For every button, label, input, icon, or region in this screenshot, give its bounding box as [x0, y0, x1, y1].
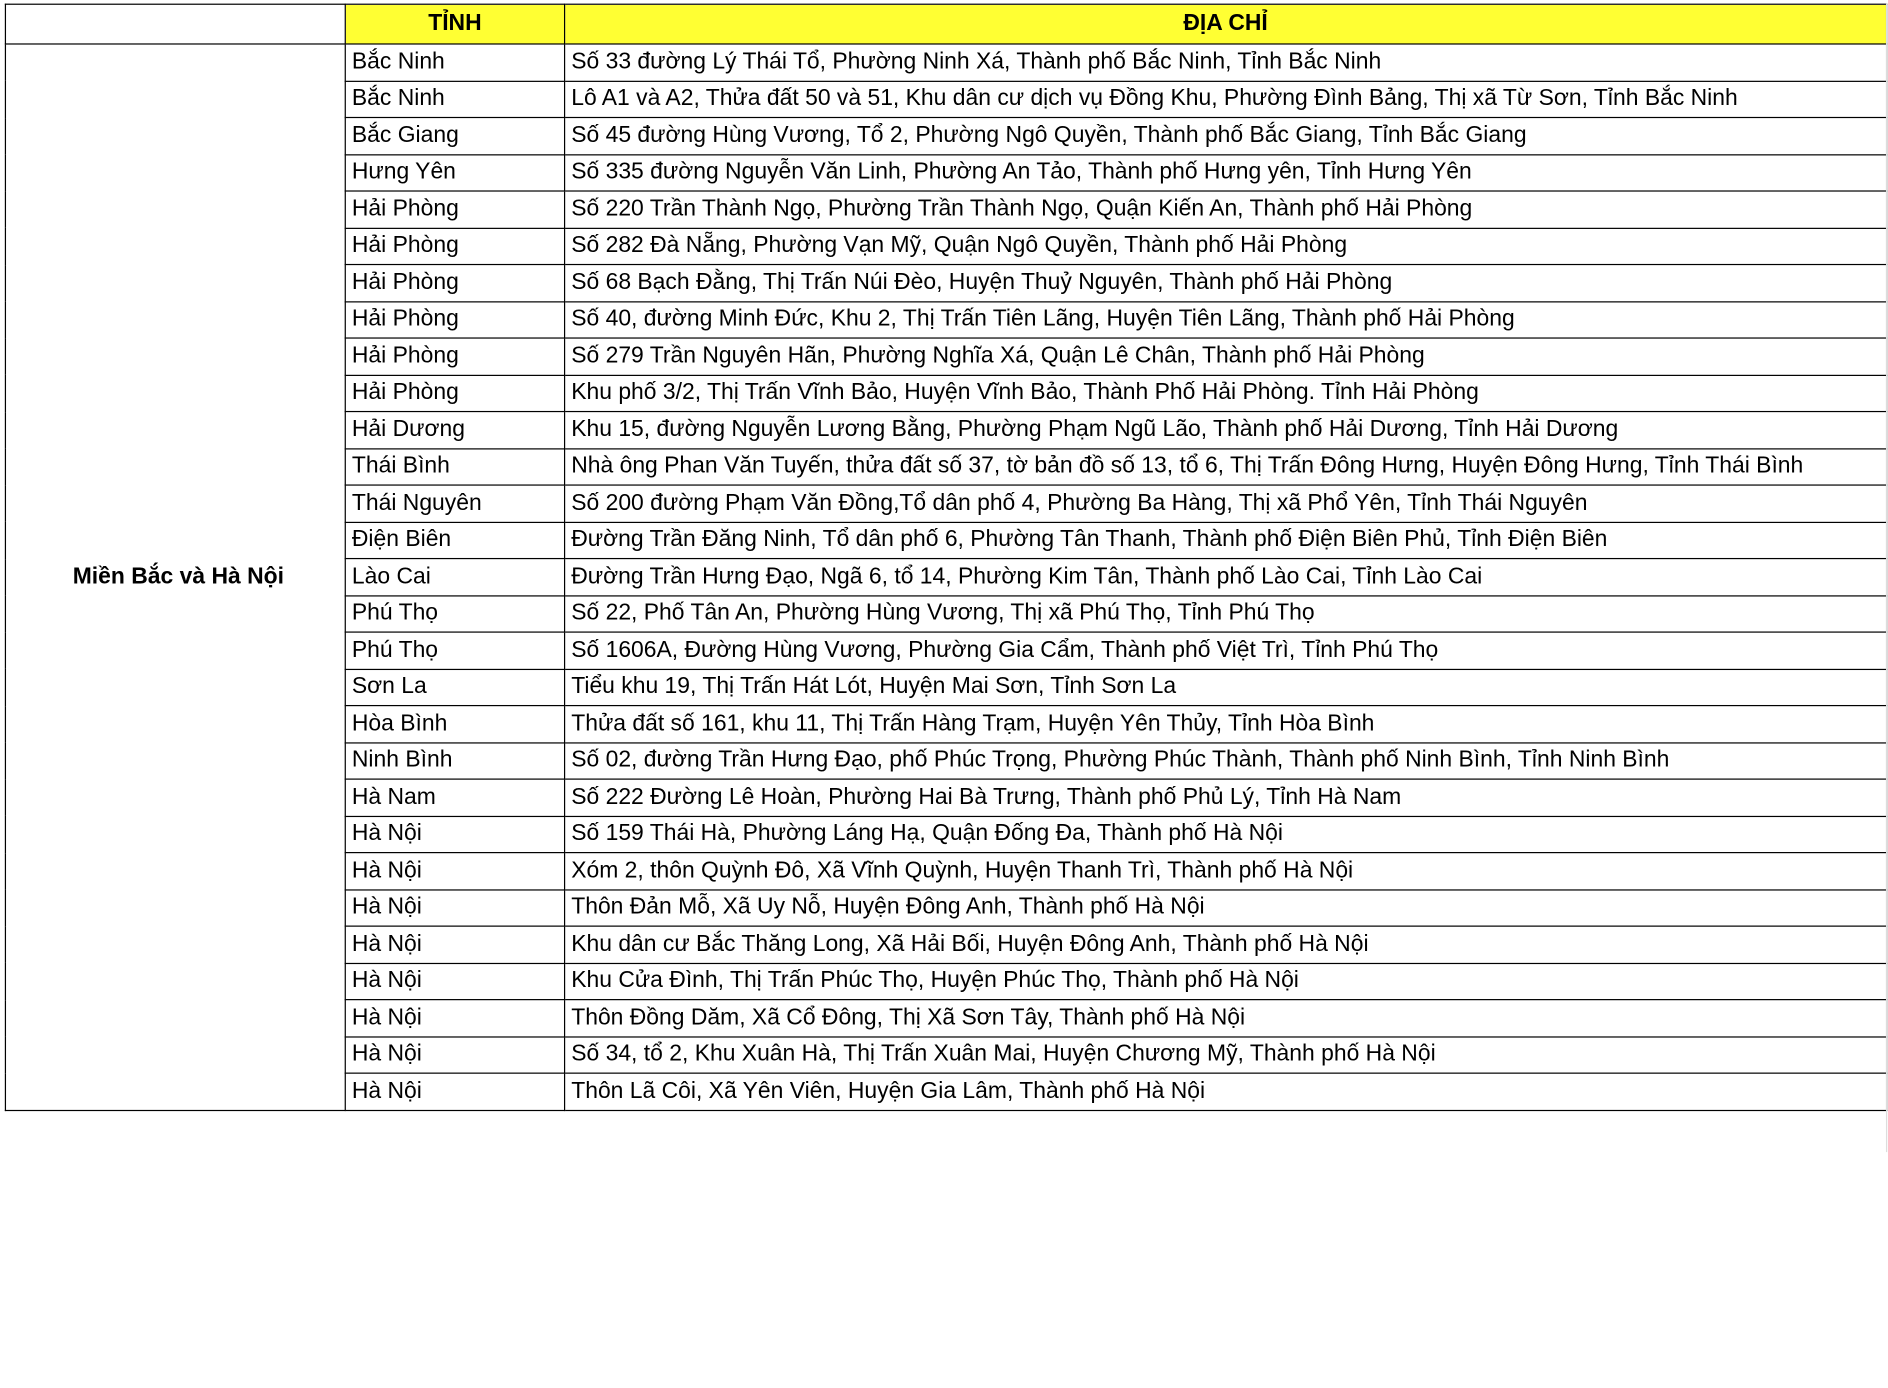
region-cell[interactable]: Miền Bắc và Hà Nội	[5, 44, 345, 1110]
address-cell[interactable]: Thửa đất số 161, khu 11, Thị Trấn Hàng Trạm, Huyện Yên Thủy, Tỉnh Hòa Bình	[565, 706, 1887, 743]
province-cell[interactable]: Bắc Ninh	[345, 44, 564, 81]
header-province-cell[interactable]: TỈNH	[345, 4, 564, 44]
address-cell[interactable]: Số 40, đường Minh Đức, Khu 2, Thị Trấn Tiên Lãng, Huyện Tiên Lãng, Thành phố Hải Phòng	[565, 301, 1887, 338]
province-cell[interactable]: Hòa Bình	[345, 706, 564, 743]
province-cell[interactable]: Hải Phòng	[345, 228, 564, 265]
province-cell[interactable]: Hà Nội	[345, 963, 564, 1000]
address-cell[interactable]: Khu 15, đường Nguyễn Lương Bằng, Phường Phạm Ngũ Lão, Thành phố Hải Dương, Tỉnh Hải Dương	[565, 412, 1887, 449]
address-cell[interactable]: Số 159 Thái Hà, Phường Láng Hạ, Quận Đống Đa, Thành phố Hà Nội	[565, 816, 1887, 853]
address-cell[interactable]: Số 45 đường Hùng Vương, Tổ 2, Phường Ngô Quyền, Thành phố Bắc Giang, Tỉnh Bắc Giang	[565, 117, 1887, 154]
province-cell[interactable]: Hải Phòng	[345, 301, 564, 338]
address-cell[interactable]: Tiểu khu 19, Thị Trấn Hát Lót, Huyện Mai Sơn, Tỉnh Sơn La	[565, 669, 1887, 706]
province-cell[interactable]: Hà Nội	[345, 889, 564, 926]
address-cell[interactable]: Số 68 Bạch Đằng, Thị Trấn Núi Đèo, Huyện Thuỷ Nguyên, Thành phố Hải Phòng	[565, 265, 1887, 302]
province-cell[interactable]: Hà Nam	[345, 779, 564, 816]
address-cell[interactable]: Số 33 đường Lý Thái Tổ, Phường Ninh Xá, Thành phố Bắc Ninh, Tỉnh Bắc Ninh	[565, 44, 1887, 81]
address-cell[interactable]: Thôn Đồng Dăm, Xã Cổ Đông, Thị Xã Sơn Tây, Thành phố Hà Nội	[565, 1000, 1887, 1037]
address-cell[interactable]: Số 220 Trần Thành Ngọ, Phường Trần Thành Ngọ, Quận Kiến An, Thành phố Hải Phòng	[565, 191, 1887, 228]
address-cell[interactable]: Số 282 Đà Nẵng, Phường Vạn Mỹ, Quận Ngô Quyền, Thành phố Hải Phòng	[565, 228, 1887, 265]
address-cell[interactable]: Thôn Đản Mỗ, Xã Uy Nỗ, Huyện Đông Anh, Thành phố Hà Nội	[565, 889, 1887, 926]
table-row	[5, 44, 1886, 81]
address-cell[interactable]: Số 02, đường Trần Hưng Đạo, phố Phúc Trọng, Phường Phúc Thành, Thành phố Ninh Bình, Tỉnh Ninh Bình	[565, 742, 1887, 779]
address-cell[interactable]: Nhà ông Phan Văn Tuyến, thửa đất số 37, tờ bản đồ số 13, tổ 6, Thị Trấn Đông Hưng, Huyện Đông Hưng, Tỉnh Thái Bình	[565, 448, 1887, 485]
header-region-cell[interactable]	[5, 4, 345, 44]
province-cell[interactable]: Điện Biên	[345, 522, 564, 559]
address-cell[interactable]: Số 279 Trần Nguyên Hãn, Phường Nghĩa Xá, Quận Lê Chân, Thành phố Hải Phòng	[565, 338, 1887, 375]
address-cell[interactable]: Số 22, Phố Tân An, Phường Hùng Vương, Thị xã Phú Thọ, Tỉnh Phú Thọ	[565, 595, 1887, 632]
address-cell[interactable]: Khu phố 3/2, Thị Trấn Vĩnh Bảo, Huyện Vĩnh Bảo, Thành Phố Hải Phòng. Tỉnh Hải Phòng	[565, 375, 1887, 412]
province-cell[interactable]: Phú Thọ	[345, 595, 564, 632]
address-cell[interactable]: Số 1606A, Đường Hùng Vương, Phường Gia Cẩm, Thành phố Việt Trì, Tỉnh Phú Thọ	[565, 632, 1887, 669]
address-cell[interactable]: Số 335 đường Nguyễn Văn Linh, Phường An Tảo, Thành phố Hưng yên, Tỉnh Hưng Yên	[565, 154, 1887, 191]
address-cell[interactable]: Số 222 Đường Lê Hoàn, Phường Hai Bà Trưng, Thành phố Phủ Lý, Tỉnh Hà Nam	[565, 779, 1887, 816]
province-cell[interactable]: Hà Nội	[345, 1073, 564, 1110]
address-cell[interactable]: Xóm 2, thôn Quỳnh Đô, Xã Vĩnh Quỳnh, Huyện Thanh Trì, Thành phố Hà Nội	[565, 853, 1887, 890]
province-cell[interactable]: Thái Nguyên	[345, 485, 564, 522]
address-table	[5, 4, 1887, 1111]
province-cell[interactable]: Bắc Ninh	[345, 81, 564, 118]
address-cell[interactable]: Số 34, tổ 2, Khu Xuân Hà, Thị Trấn Xuân Mai, Huyện Chương Mỹ, Thành phố Hà Nội	[565, 1036, 1887, 1073]
address-cell[interactable]: Đường Trần Hưng Đạo, Ngã 6, tổ 14, Phường Kim Tân, Thành phố Lào Cai, Tỉnh Lào Cai	[565, 559, 1887, 596]
province-cell[interactable]: Hà Nội	[345, 1036, 564, 1073]
address-cell[interactable]: Đường Trần Đăng Ninh, Tổ dân phố 6, Phường Tân Thanh, Thành phố Điện Biên Phủ, Tỉnh Điện Biên	[565, 522, 1887, 559]
province-cell[interactable]: Hà Nội	[345, 1000, 564, 1037]
province-cell[interactable]: Hà Nội	[345, 816, 564, 853]
province-cell[interactable]: Bắc Giang	[345, 117, 564, 154]
address-cell[interactable]: Số 200 đường Phạm Văn Đồng,Tổ dân phố 4, Phường Ba Hàng, Thị xã Phổ Yên, Tỉnh Thái Nguyên	[565, 485, 1887, 522]
address-cell[interactable]: Khu dân cư Bắc Thăng Long, Xã Hải Bối, Huyện Đông Anh, Thành phố Hà Nội	[565, 926, 1887, 963]
province-cell[interactable]: Hà Nội	[345, 926, 564, 963]
province-cell[interactable]: Hải Dương	[345, 412, 564, 449]
header-row	[5, 4, 1886, 44]
header-address-cell[interactable]: ĐỊA CHỈ	[565, 4, 1887, 44]
province-cell[interactable]: Hải Phòng	[345, 375, 564, 412]
province-cell[interactable]: Hải Phòng	[345, 338, 564, 375]
province-cell[interactable]: Hà Nội	[345, 853, 564, 890]
table-body	[5, 44, 1886, 1110]
province-cell[interactable]: Lào Cai	[345, 559, 564, 596]
address-cell[interactable]: Lô A1 và A2, Thửa đất 50 và 51, Khu dân cư dịch vụ Đồng Khu, Phường Đình Bảng, Thị xã Từ Sơn, Tỉnh Bắc Ninh	[565, 81, 1887, 118]
address-cell[interactable]: Khu Cửa Đình, Thị Trấn Phúc Thọ, Huyện Phúc Thọ, Thành phố Hà Nội	[565, 963, 1887, 1000]
province-cell[interactable]: Sơn La	[345, 669, 564, 706]
province-cell[interactable]: Thái Bình	[345, 448, 564, 485]
province-cell[interactable]: Hải Phòng	[345, 265, 564, 302]
grid-edge-line	[1886, 4, 1887, 1152]
address-cell[interactable]: Thôn Lã Côi, Xã Yên Viên, Huyện Gia Lâm, Thành phố Hà Nội	[565, 1073, 1887, 1110]
province-cell[interactable]: Phú Thọ	[345, 632, 564, 669]
province-cell[interactable]: Ninh Bình	[345, 742, 564, 779]
province-cell[interactable]: Hải Phòng	[345, 191, 564, 228]
province-cell[interactable]: Hưng Yên	[345, 154, 564, 191]
